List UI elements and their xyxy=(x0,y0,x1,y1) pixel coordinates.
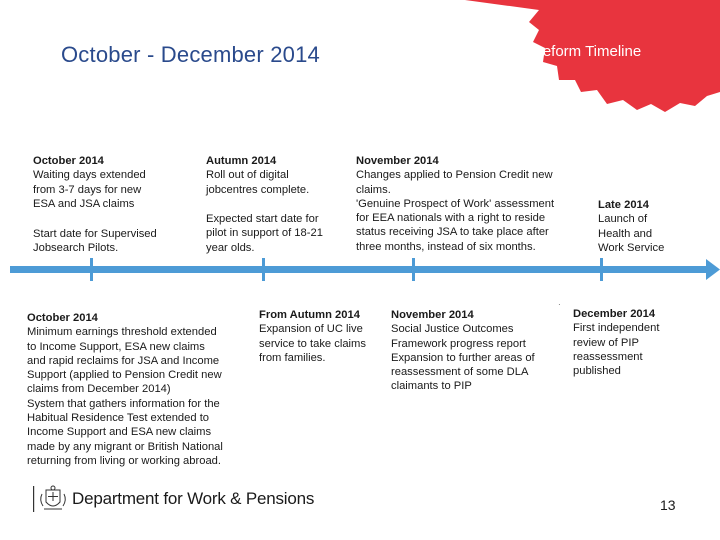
bottom-block-october xyxy=(27,311,223,468)
block-line: made by any migrant or British National xyxy=(27,440,223,453)
top-block-autumn xyxy=(206,154,309,197)
top-block-jobsearch xyxy=(33,227,157,256)
block-line: service to take claims xyxy=(259,337,366,350)
block-heading: November 2014 xyxy=(356,155,439,167)
block-heading: Autumn 2014 xyxy=(206,155,277,167)
block-line: published xyxy=(573,365,621,378)
block-heading: December 2014 xyxy=(573,308,656,320)
block-line: Expansion of UC live xyxy=(259,323,363,336)
block-heading: October 2014 xyxy=(27,312,98,324)
top-block-late xyxy=(598,198,664,255)
block-line: Expansion to further areas of xyxy=(391,351,535,364)
block-heading: From Autumn 2014 xyxy=(259,309,360,321)
bottom-block-autumn xyxy=(259,308,366,365)
block-line: ESA and JSA claims xyxy=(33,197,135,210)
stray-mark: · xyxy=(558,300,561,309)
block-line: year olds. xyxy=(206,241,255,254)
block-line: for EEA nationals with a right to reside xyxy=(356,212,546,225)
block-line: Jobsearch Pilots. xyxy=(33,242,119,255)
block-line: Health and xyxy=(598,227,653,240)
block-line: claimants to PIP xyxy=(391,380,472,393)
block-line: from 3-7 days for new xyxy=(33,183,142,196)
block-line: Roll out of digital xyxy=(206,169,289,182)
block-line: Work Service xyxy=(598,241,665,254)
block-line: three months, instead of six months. xyxy=(356,240,536,253)
block-heading: November 2014 xyxy=(391,309,474,321)
block-line: pilot in support of 18-21 xyxy=(206,227,323,240)
top-block-pilot xyxy=(206,212,323,255)
gear-label: Reform Timeline xyxy=(532,43,642,60)
block-line: and rapid reclaims for JSA and Income xyxy=(27,354,220,367)
block-line: 'Genuine Prospect of Work' assessment xyxy=(356,197,555,210)
block-line: reassessment of some DLA xyxy=(391,366,529,379)
block-line: Social Justice Outcomes xyxy=(391,323,514,336)
bottom-block-november xyxy=(391,308,535,394)
block-line: Income Support and ESA new claims xyxy=(27,426,212,439)
block-line: System that gathers information for the xyxy=(27,397,220,410)
block-line: First independent xyxy=(573,322,660,335)
block-line: from families. xyxy=(259,351,326,364)
block-line: jobcentres complete. xyxy=(206,183,310,196)
crest-icon xyxy=(30,484,70,514)
block-line: Framework progress report xyxy=(391,337,526,350)
slide-title: October - December 2014 xyxy=(61,42,320,67)
page-number: 13 xyxy=(660,497,676,513)
block-line: Start date for Supervised xyxy=(33,228,157,240)
block-line: Waiting days extended xyxy=(33,169,146,182)
block-line: Launch of xyxy=(598,213,648,226)
block-line: reassessment xyxy=(573,350,643,363)
department-name: Department for Work & Pensions xyxy=(72,489,315,508)
block-line: claims from December 2014) xyxy=(27,383,171,396)
bottom-block-december xyxy=(573,307,659,378)
block-line: Minimum earnings threshold extended xyxy=(27,326,217,339)
timeline-arrow xyxy=(0,255,720,285)
block-line: claims. xyxy=(356,183,391,196)
block-line: returning from living or working abroad. xyxy=(27,454,222,467)
block-heading: Late 2014 xyxy=(598,199,649,211)
top-block-october xyxy=(33,154,146,211)
block-line: review of PIP xyxy=(573,336,639,349)
block-heading: October 2014 xyxy=(33,155,104,167)
top-block-november xyxy=(356,154,554,254)
block-line: status receiving JSA to take place after xyxy=(356,226,549,239)
block-line: Expected start date for xyxy=(206,213,319,225)
block-line: Changes applied to Pension Credit new xyxy=(356,169,553,182)
block-line: Habitual Residence Test extended to xyxy=(27,412,210,425)
block-line: to Income Support, ESA new claims xyxy=(27,340,205,353)
block-line: Support (applied to Pension Credit new xyxy=(27,369,222,382)
